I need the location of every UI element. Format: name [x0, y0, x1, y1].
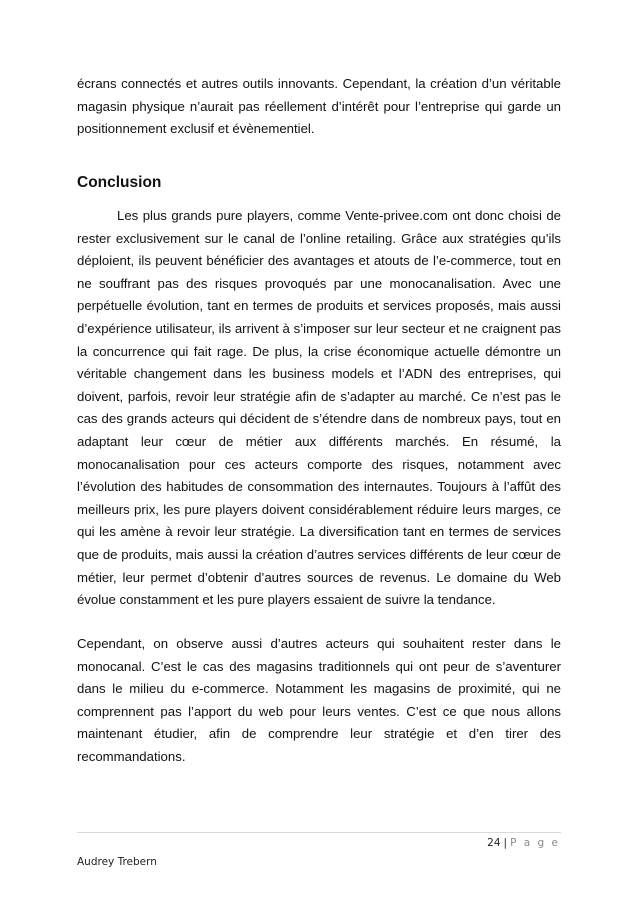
conclusion-paragraph: Les plus grands pure players, comme Vente-privee.com ont donc choisi de rester exclusivement sur le canal de l’online retailing. Grâce aux stratégies qu’ils déploient, ils peuvent bénéficier des avantages et atouts de l’e-commerce, tout en ne souffrant pas des risques provoqués par une monocanalisation. Avec une perpétuelle évolution, tant en termes de produits et services proposés, mais aussi d’expérience utilisateur, ils arrivent à s’imposer sur leur secteur et ne craignent pas la concurrence qui fait rage. De plus, la crise économique actuelle démontre un véritable changement dans les business models et l’ADN des entreprises, qui doivent, parfois, revoir leur stratégie afin de s’adapter au marché. Ce n’est pas le cas des grands acteurs qui décident de s’étendre dans de nombreux pays, tout en adaptant leur cœur de métier aux différents marchés. En résumé, la monocanalisation pour ces acteurs comporte des risques, notamment avec l’évolution des habitudes de consommation des internautes. Toujours à l’affût des meilleurs prix, les pure players doivent considérablement réduire leurs marges, ce qui les amène à revoir leur stratégie. La diversification tant en termes de services que de produits, mais aussi la création d’autres services différents de leur cœur de métier, leur permet d’obtenir d’autres sources de revenus. Le domaine du Web évolue constamment et les pure players essaient de suivre la tendance.: [77, 208, 561, 608]
page-number-footer: [487, 837, 560, 849]
footer-divider: [77, 832, 561, 833]
intro-paragraph: écrans connectés et autres outils innovants. Cependant, la création d’un véritable magasin physique n’aurait pas réellement d’intérêt pour l’entreprise qui garde un positionnement exclusif et évènementiel.: [77, 76, 561, 137]
page-number-separator: |: [503, 837, 508, 849]
page-label: P a g e: [510, 837, 560, 849]
author-name: Audrey Trebern: [77, 856, 157, 868]
page-number: 24: [487, 837, 501, 849]
section-heading: Conclusion: [77, 174, 162, 191]
closing-paragraph: Cependant, on observe aussi d’autres acteurs qui souhaitent rester dans le monocanal. C’est le cas des magasins traditionnels qui ont peur de s’aventurer dans le milieu du e-commerce. Notamment les magasins de proximité, qui ne comprennent pas l’apport du web pour leurs ventes. C’est ce que nous allons maintenant étudier, afin de comprendre leur stratégie et d’en tirer des recommandations.: [77, 636, 561, 764]
